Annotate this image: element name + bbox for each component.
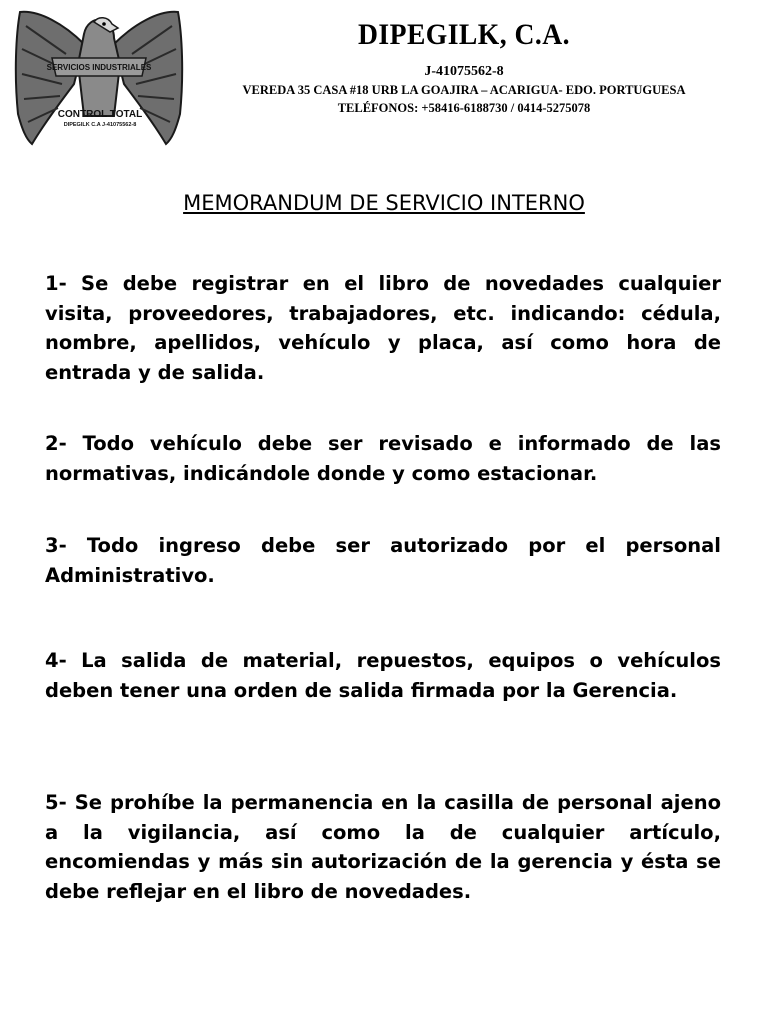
memo-item-1: 1- Se debe registrar en el libro de novedades cualquier visita, proveedores, trabajadores, etc. indicando: cédula, nombre, apellidos, vehículo y placa, así como hora de entrada y de salida. [45, 272, 721, 384]
letterhead [196, 18, 732, 116]
logo-banner-text: SERVICIOS INDUSTRIALES [46, 63, 152, 72]
memo-item-3: 3- Todo ingreso debe ser autorizado por el personal Administrativo. [45, 534, 721, 587]
eagle-logo-icon [14, 4, 184, 146]
memo-item-4: 4- La salida de material, repuestos, equipos o vehículos deben tener una orden de salida firmada por la Gerencia. [45, 649, 721, 702]
memo-item-2: 2- Todo vehículo debe ser revisado e informado de las normativas, indicándole donde y como estacionar. [45, 432, 721, 485]
memo-title: MEMORANDUM DE SERVICIO INTERNO [183, 191, 585, 215]
memo-item-5: 5- Se prohíbe la permanencia en la casilla de personal ajeno a la vigilancia, así como la de cualquier artículo, encomiendas y más sin autorización de la gerencia y ésta se debe reflejar en el libro de novedades. [45, 791, 721, 903]
company-address: VEREDA 35 CASA #18 URB LA GOAJIRA – ACARIGUA- EDO. PORTUGUESA [242, 83, 686, 97]
logo-tagline: CONTROL TOTAL [57, 109, 143, 120]
company-name: DIPEGILK, C.A. [358, 18, 570, 51]
company-phones: TELÉFONOS: +58416-6188730 / 0414-5275078 [337, 101, 591, 115]
logo-subtext: DIPEGILK C.A J-41075562-8 [63, 122, 137, 128]
company-rif: J-41075562-8 [424, 64, 504, 79]
